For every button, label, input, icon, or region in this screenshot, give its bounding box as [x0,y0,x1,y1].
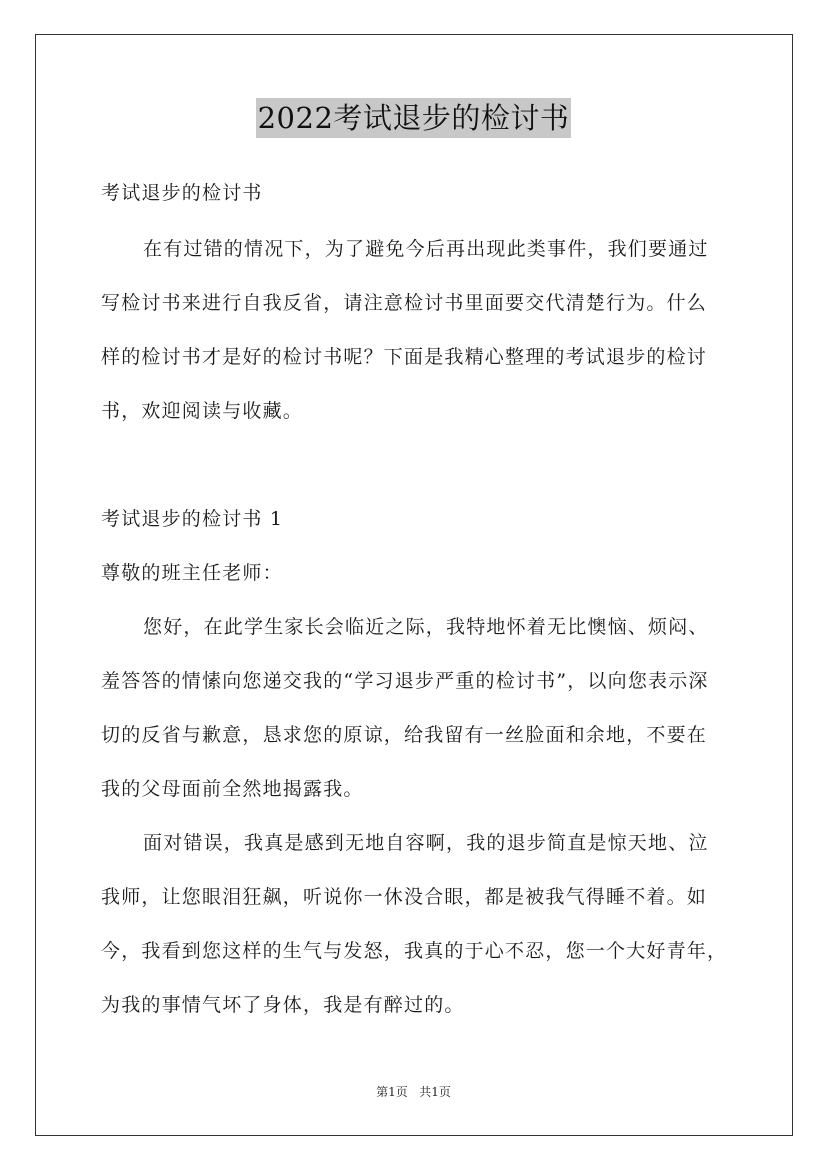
salutation: 尊敬的班主任老师： [101,562,283,584]
paragraph1-line-4: 我的父母面前全然地揭露我。 [101,778,364,800]
document-title: 2022考试退步的检讨书 [256,98,572,138]
page-footer [0,1084,827,1100]
paragraph1-line-3: 切的反省与歉意，恳求您的原谅，给我留有一丝脸面和余地，不要在 [101,724,708,746]
paragraph1-line-1: 您好，在此学生家长会临近之际，我特地怀着无比懊恼、烦闷、 [143,616,709,638]
title-container [0,98,827,138]
intro-line-4: 书，欢迎阅读与收藏。 [101,400,304,422]
paragraph2-line-1: 面对错误，我真是感到无地自容啊，我的退步简直是惊天地、泣 [143,832,709,854]
paragraph2-line-3: 今，我看到您这样的生气与发怒，我真的于心不忍，您一个大好青年， [101,940,728,962]
intro-line-3: 样的检讨书才是好的检讨书呢？下面是我精心整理的考试退步的检讨 [101,346,708,368]
page-number: 第1页 [376,1085,408,1099]
paragraph2-line-2: 我师，让您眼泪狂飙，听说你一休没合眼，都是被我气得睡不着。如 [101,886,708,908]
subtitle: 考试退步的检讨书 [101,182,263,204]
paragraph1-line-2: 羞答答的情愫向您递交我的“学习退步严重的检讨书”，以向您表示深 [101,670,709,692]
intro-line-1: 在有过错的情况下，为了避免今后再出现此类事件，我们要通过 [143,238,709,260]
intro-line-2: 写检讨书来进行自我反省，请注意检讨书里面要交代清楚行为。什么 [101,292,708,314]
page-total: 共1页 [419,1085,451,1099]
section-heading: 考试退步的检讨书 1 [101,508,284,530]
paragraph2-line-4: 为我的事情气坏了身体，我是有醉过的。 [101,994,465,1016]
